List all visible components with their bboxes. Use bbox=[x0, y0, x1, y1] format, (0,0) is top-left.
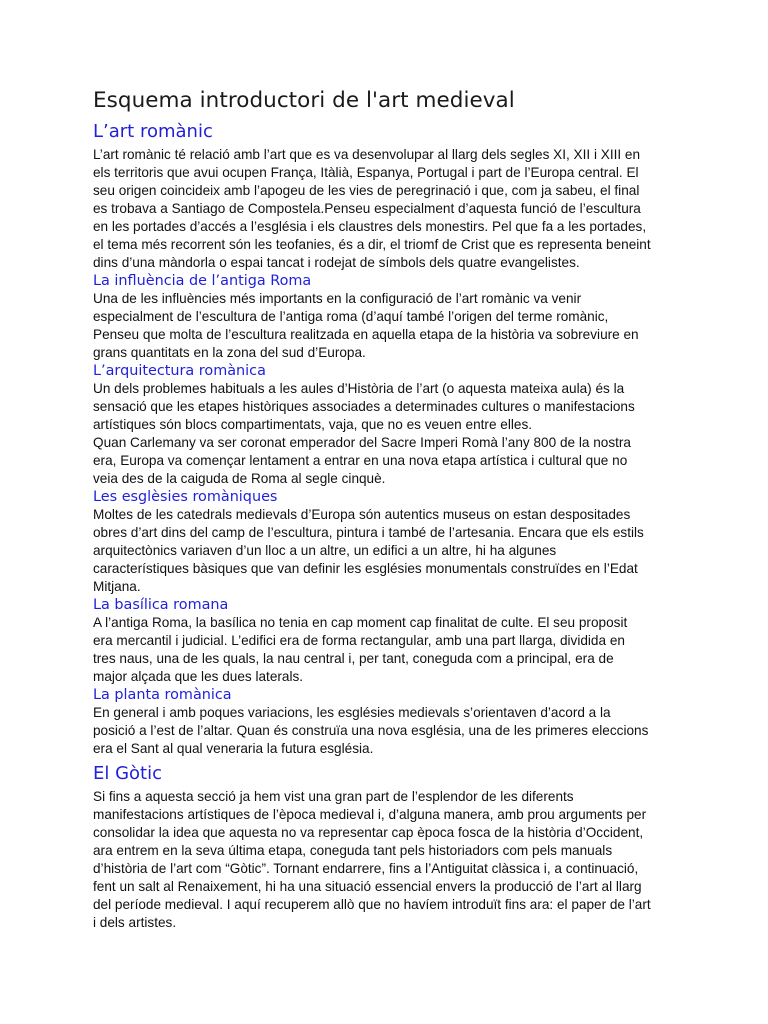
subsection-heading-basilica-romana: La basílica romana bbox=[93, 597, 229, 613]
subsection-heading-esglesies-romaniques: Les esglèsies romàniques bbox=[93, 489, 278, 505]
section-heading-gotic: El Gòtic bbox=[93, 763, 163, 784]
subsection-heading-arquitectura-romanica: L’arquitectura romànica bbox=[93, 363, 266, 379]
paragraph-influencia-roma: Una de les influències més importants en la configuració de l’art romànic va venir especialment de l’escultura de l’antiga roma (d’aquí també l’origen del terme romànic, Penseu que molta de l’escultura realitzada en aquella etapa de la història va sobreviure en grans quantitats en la zona del sud d’Europa. bbox=[93, 291, 639, 360]
section-heading-art-romanic: L’art romànic bbox=[93, 121, 213, 142]
paragraph-arquitectura-romanica-1: Un dels problemes habituals a les aules d’Història de l’art (o aquesta mateixa aula) és la sensació que les etapes històriques associades a determinades cultures o manifestacions artístiques són blocs compartimentats, vaja, que no es veuen entre elles. bbox=[93, 381, 635, 432]
paragraph-art-romanic-intro: L’art romànic té relació amb l’art que es va desenvolupar al llarg dels segles XI, XII i XIII en els territoris que avui ocupen França, Itàlià, Espanya, Portugal i part de l’Europa central. El seu origen coincideix amb l’apogeu de les vies de peregrinació i que, com ja sabeu, el final es trobava a Santiago de Compostela.Penseu especialment d’aquesta funció de l’escultura en les portades d’accés a l’església i els claustres dels monestirs. Pel que fa a les portades, el tema més recorrent són les teofanies, és a dir, el triomf de Crist que es representa beneint dins d’una màndorla o espai tancat i rodejat de símbols dels quatre evangelistes. bbox=[93, 147, 651, 270]
paragraph-esglesies-romaniques: Moltes de les catedrals medievals d’Europa són autentics museus on estan despositades obres d’art dins del camp de l’escultura, pintura i també de l’artesania. Encara que els estils arquitectònics variaven d’un lloc a un altre, un edifici a un altre, hi ha algunes característiques bàsiques que van definir les esglésies monumentals construïdes en l’Edat Mitjana. bbox=[93, 507, 644, 594]
paragraph-planta-romanica: En general i amb poques variacions, les esglésies medievals s’orientaven d’acord a la posició a l’est de l’altar. Quan és construïa una nova església, una de les primeres eleccions era el Sant al qual veneraria la futura església. bbox=[93, 705, 649, 756]
page-title: Esquema introductori de l'art medieval bbox=[93, 88, 515, 113]
subsection-heading-planta-romanica: La planta romànica bbox=[93, 687, 232, 703]
subsection-heading-influencia-roma: La influència de l’antiga Roma bbox=[93, 273, 312, 289]
document-page bbox=[93, 86, 681, 932]
paragraph-arquitectura-romanica-2: Quan Carlemany va ser coronat emperador del Sacre Imperi Romà l’any 800 de la nostra era, Europa va començar lentament a entrar en una nova etapa artística i cultural que no veia des de la caiguda de Roma al segle cinquè. bbox=[93, 435, 631, 486]
paragraph-basilica-romana: A l’antiga Roma, la basílica no tenia en cap moment cap finalitat de culte. El seu proposit era mercantil i judicial. L’edifici era de forma rectangular, amb una part llarga, dividida en tres naus, una de les quals, la nau central i, per tant, coneguda com a principal, era de major alçada que les dues laterals. bbox=[93, 615, 628, 684]
paragraph-gotic: Si fins a aquesta secció ja hem vist una gran part de l’esplendor de les diferents manifestacions artístiques de l’època medieval i, d’alguna manera, amb prou arguments per consolidar la idea que aquesta no va representar cap època fosca de la història d’Occident, ara entrem en la seva última etapa, coneguda tant pels historiadors com pels manuals d’història de l’art com “Gòtic”. Tornant endarrere, fins a l’Antiguitat clàssica i, a continuació, fent un salt al Renaixement, hi ha una situació essencial envers la producció de l’art al llarg del període medieval. I aquí recuperem allò que no havíem introduït fins ara: el paper de l’art i dels artistes. bbox=[93, 789, 651, 930]
